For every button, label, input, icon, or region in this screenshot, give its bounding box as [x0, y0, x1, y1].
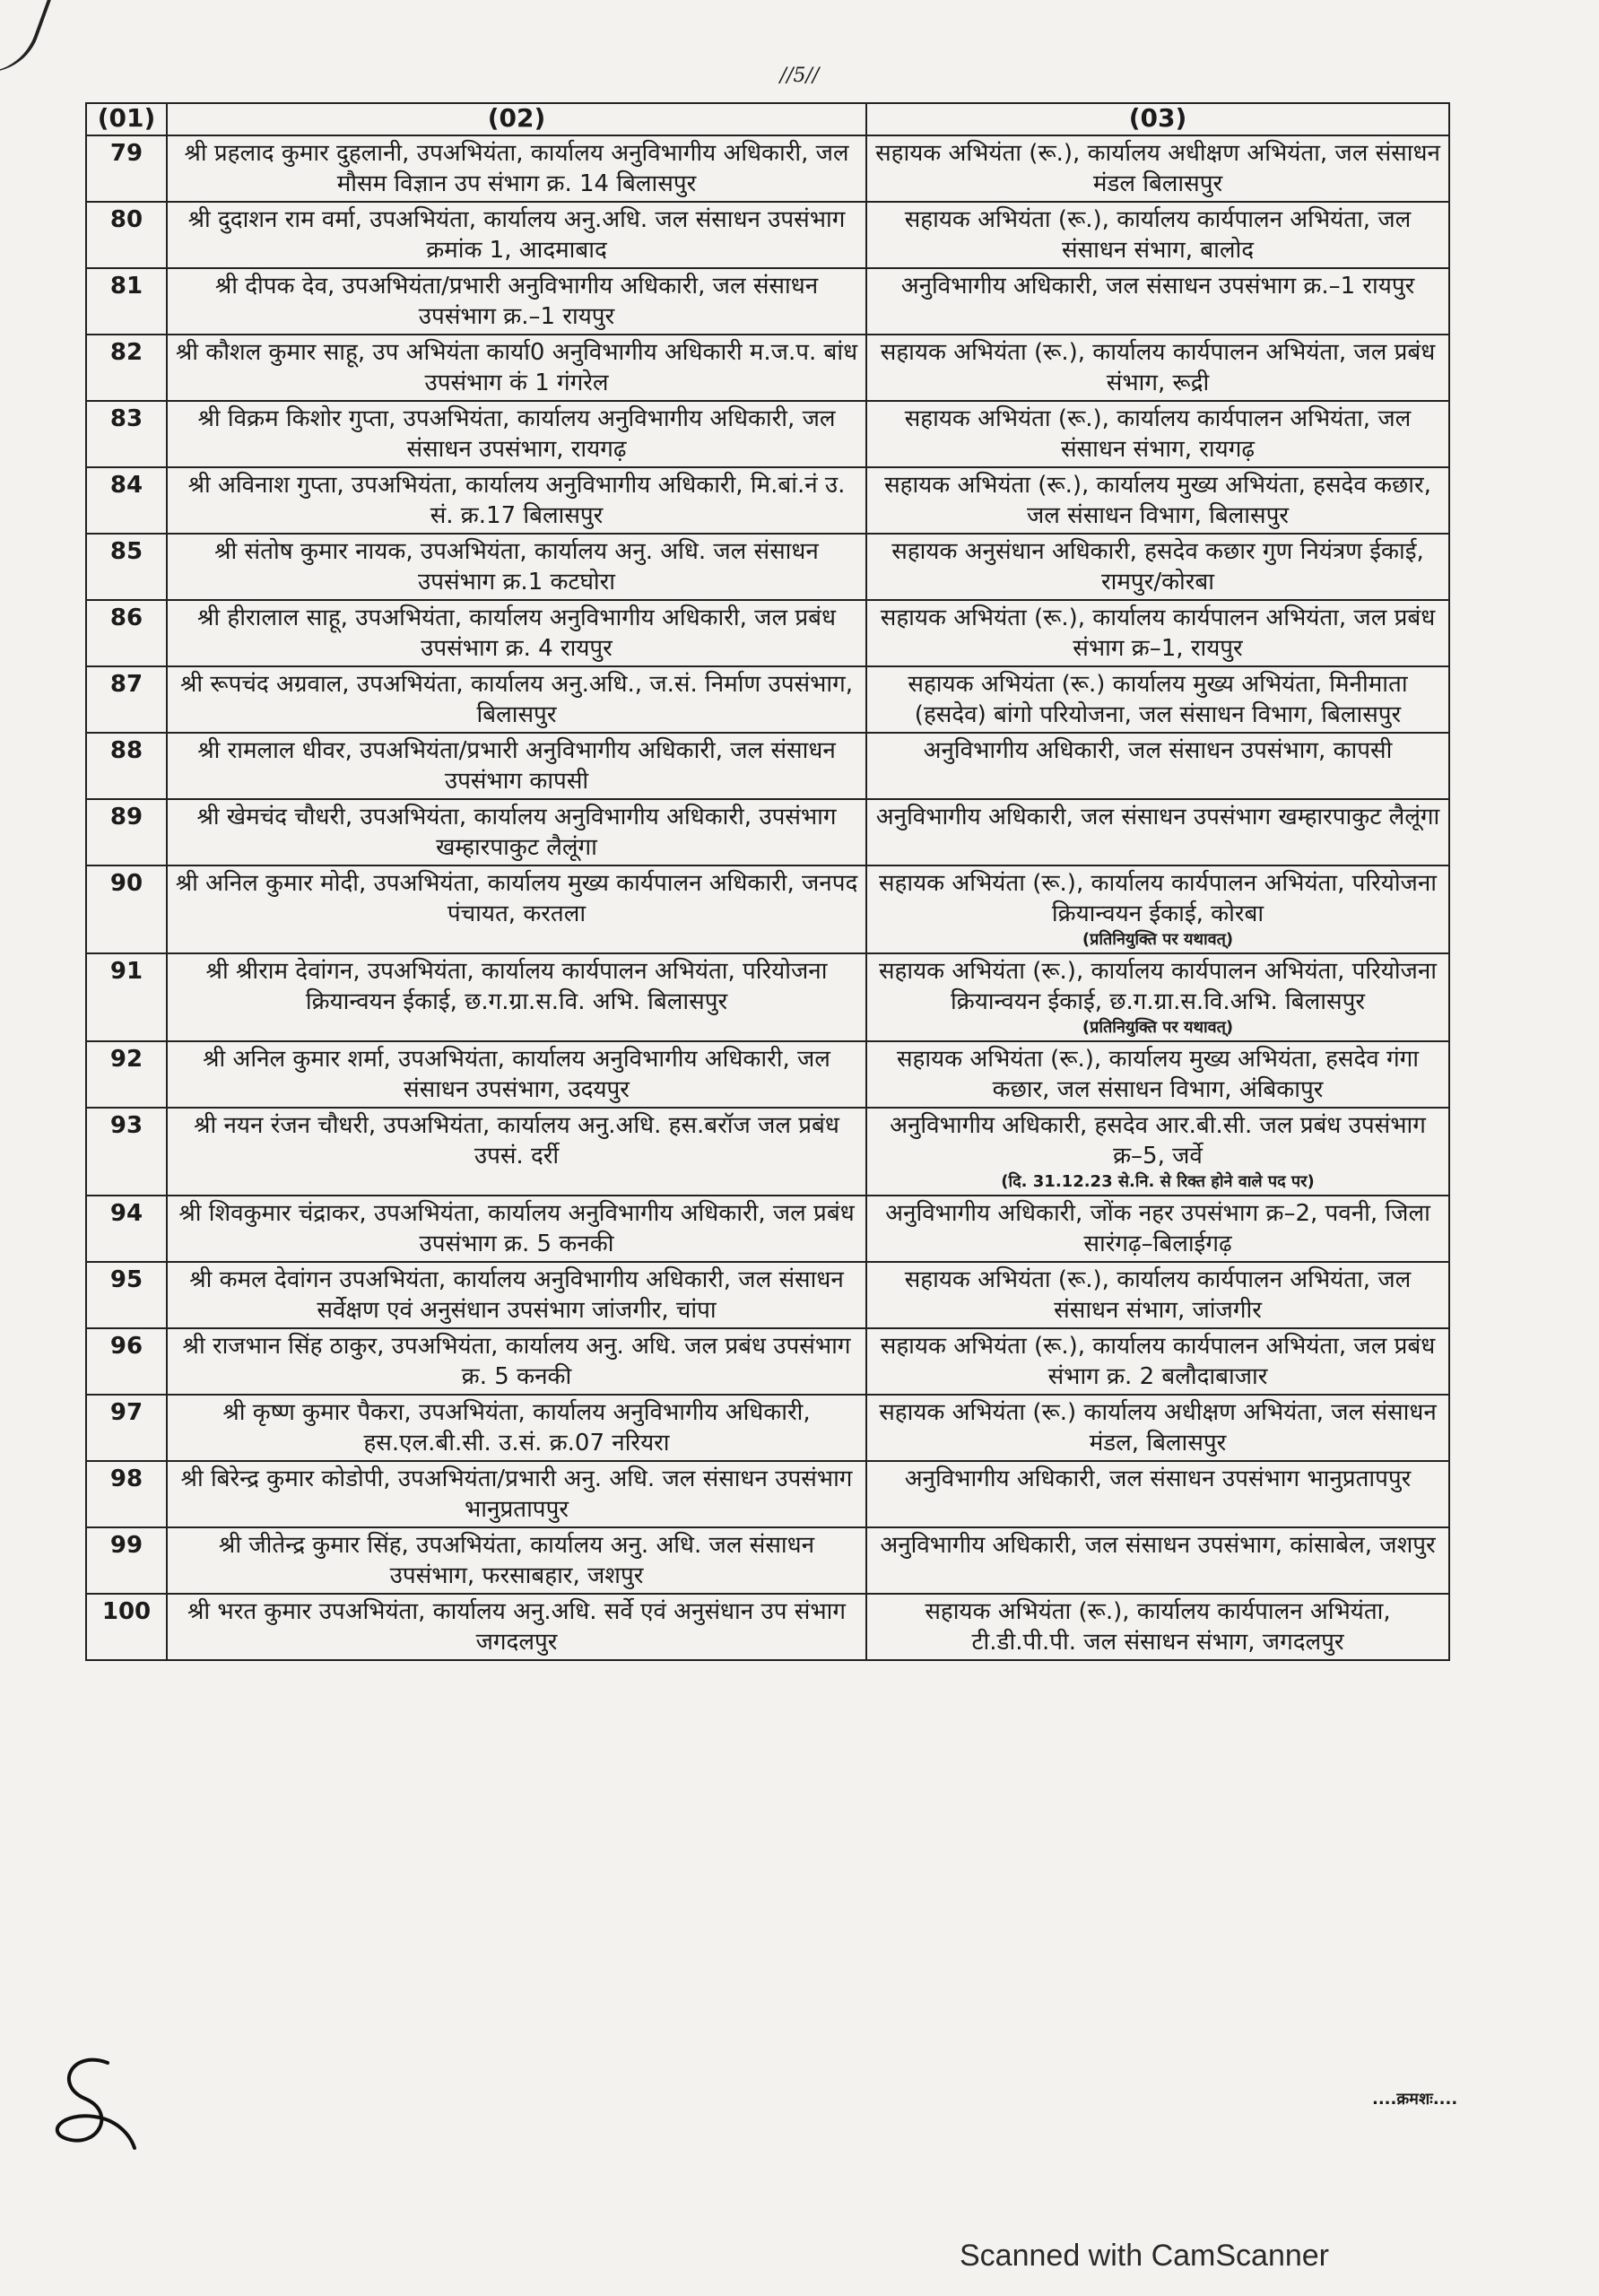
new-post-cell: [866, 268, 1449, 335]
new-post-cell: [866, 865, 1449, 953]
current-post-cell: श्री कमल देवांगन उपअभियंता, कार्यालय अनुविभागीय अधिकारी, जल संसाधन सर्वेक्षण एवं अनुसंधान उपसंभाग जांजगीर, चांपा: [167, 1262, 866, 1328]
new-post-text: सहायक अभियंता (रू.), कार्यालय अधीक्षण अभियंता, जल संसाधन मंडल बिलासपुर: [875, 140, 1440, 197]
new-post-text: अनुविभागीय अधिकारी, जोंक नहर उपसंभाग क्र–2, पवनी, जिला सारंगढ़–बिलाईगढ़: [885, 1200, 1430, 1257]
new-post-cell: [866, 1527, 1449, 1594]
new-post-cell: [866, 1041, 1449, 1108]
current-post-cell: श्री खेमचंद चौधरी, उपअभियंता, कार्यालय अनुविभागीय अधिकारी, उपसंभाग खम्हारपाकुट लैलूंगा: [167, 799, 866, 865]
current-post-cell: श्री अनिल कुमार शर्मा, उपअभियंता, कार्यालय अनुविभागीय अधिकारी, जल संसाधन उपसंभाग, उदयपुर: [167, 1041, 866, 1108]
signature-mark: [45, 2049, 143, 2157]
serial-number: 85: [86, 534, 167, 600]
new-post-cell: [866, 666, 1449, 733]
serial-number: 86: [86, 600, 167, 666]
current-post-cell: श्री रामलाल धीवर, उपअभियंता/प्रभारी अनुविभागीय अधिकारी, जल संसाधन उपसंभाग कापसी: [167, 733, 866, 799]
table-row: [86, 1108, 1449, 1196]
new-post-text: सहायक अभियंता (रू.), कार्यालय कार्यपालन अभियंता, टी.डी.पी.पी. जल संसाधन संभाग, जगदलपुर: [925, 1598, 1391, 1656]
new-post-text: सहायक अभियंता (रू.), कार्यालय मुख्य अभियंता, हसदेव कछार, जल संसाधन विभाग, बिलासपुर: [884, 472, 1431, 529]
new-post-text: अनुविभागीय अधिकारी, जल संसाधन उपसंभाग, कांसाबेल, जशपुर: [880, 1532, 1436, 1559]
new-post-text: सहायक अभियंता (रू.) कार्यालय अधीक्षण अभियंता, जल संसाधन मंडल, बिलासपुर: [879, 1399, 1437, 1457]
serial-number: 80: [86, 202, 167, 268]
serial-number: 79: [86, 135, 167, 202]
page-number: //5//: [779, 65, 820, 87]
current-post-cell: श्री जीतेन्द्र कुमार सिंह, उपअभियंता, कार्यालय अनु. अधि. जल संसाधन उपसंभाग, फरसाबहार, जशपुर: [167, 1527, 866, 1594]
new-post-text: सहायक अभियंता (रू.), कार्यालय कार्यपालन अभियंता, परियोजना क्रियान्वयन ईकाई, छ.ग.ग्रा.स.वि.अभि. बिलासपुर: [878, 958, 1438, 1015]
new-post-text: सहायक अभियंता (रू.) कार्यालय मुख्य अभियंता, मिनीमाता (हसदेव) बांगो परियोजना, जल संसाधन विभाग, बिलासपुर: [908, 671, 1408, 728]
table-row: [86, 600, 1449, 666]
serial-number: 93: [86, 1108, 167, 1196]
table-row: [86, 1594, 1449, 1660]
table-row: [86, 268, 1449, 335]
table-row: [86, 1041, 1449, 1108]
current-post-cell: श्री हीरालाल साहू, उपअभियंता, कार्यालय अनुविभागीय अधिकारी, जल प्रबंध उपसंभाग क्र. 4 रायपुर: [167, 600, 866, 666]
current-post-cell: श्री संतोष कुमार नायक, उपअभियंता, कार्यालय अनु. अधि. जल संसाधन उपसंभाग क्र.1 कटघोरा: [167, 534, 866, 600]
serial-number: 82: [86, 335, 167, 401]
header-serial: (01): [86, 103, 167, 135]
table-row: [86, 467, 1449, 534]
new-post-cell: [866, 799, 1449, 865]
table-row: [86, 1196, 1449, 1262]
table-row: [86, 202, 1449, 268]
current-post-cell: श्री अविनाश गुप्ता, उपअभियंता, कार्यालय अनुविभागीय अधिकारी, मि.बां.नं उ. सं. क्र.17 बिलासपुर: [167, 467, 866, 534]
new-post-text: सहायक अनुसंधान अधिकारी, हसदेव कछार गुण नियंत्रण ईकाई, रामपुर/कोरबा: [891, 538, 1424, 596]
current-post-cell: श्री भरत कुमार उपअभियंता, कार्यालय अनु.अधि. सर्वे एवं अनुसंधान उप संभाग जगदलपुर: [167, 1594, 866, 1660]
table-row: [86, 733, 1449, 799]
current-post-cell: श्री अनिल कुमार मोदी, उपअभियंता, कार्यालय मुख्य कार्यपालन अधिकारी, जनपद पंचायत, करतला: [167, 865, 866, 953]
current-post-cell: श्री प्रहलाद कुमार दुहलानी, उपअभियंता, कार्यालय अनुविभागीय अधिकारी, जल मौसम विज्ञान उप संभाग क्र. 14 बिलासपुर: [167, 135, 866, 202]
table-header-row: [86, 103, 1449, 135]
serial-number: 87: [86, 666, 167, 733]
new-post-text: सहायक अभियंता (रू.), कार्यालय कार्यपालन अभियंता, जल प्रबंध संभाग क्र–1, रायपुर: [880, 604, 1436, 662]
serial-number: 91: [86, 953, 167, 1041]
new-post-cell: [866, 135, 1449, 202]
table-row: [86, 666, 1449, 733]
scanner-watermark: Scanned with CamScanner: [960, 2239, 1330, 2273]
table-row: [86, 534, 1449, 600]
new-post-cell: [866, 401, 1449, 467]
new-post-cell: [866, 1461, 1449, 1527]
table-body: [86, 135, 1449, 1660]
continued-marker: ....क्रमशः....: [1372, 2090, 1458, 2109]
new-post-cell: [866, 202, 1449, 268]
table-row: [86, 135, 1449, 202]
serial-number: 99: [86, 1527, 167, 1594]
table-row: [86, 799, 1449, 865]
serial-number: 95: [86, 1262, 167, 1328]
table-row: [86, 1527, 1449, 1594]
new-post-text: सहायक अभियंता (रू.), कार्यालय कार्यपालन अभियंता, जल प्रबंध संभाग, रूद्री: [880, 339, 1436, 396]
new-post-text: अनुविभागीय अधिकारी, जल संसाधन उपसंभाग क्र.–1 रायपुर: [900, 273, 1415, 300]
serial-number: 98: [86, 1461, 167, 1527]
new-post-cell: [866, 733, 1449, 799]
deputation-note: (प्रतिनियुक्ति पर यथावत्): [1082, 1018, 1234, 1037]
current-post-cell: श्री कृष्ण कुमार पैकरा, उपअभियंता, कार्यालय अनुविभागीय अधिकारी, हस.एल.बी.सी. उ.सं. क्र.07 नरियरा: [167, 1395, 866, 1461]
serial-number: 89: [86, 799, 167, 865]
current-post-cell: श्री कौशल कुमार साहू, उप अभियंता कार्या0 अनुविभागीय अधिकारी म.ज.प. बांध उपसंभाग कं 1 गंगरेल: [167, 335, 866, 401]
new-post-cell: [866, 1108, 1449, 1196]
current-post-cell: श्री रूपचंद अग्रवाल, उपअभियंता, कार्यालय अनु.अधि., ज.सं. निर्माण उपसंभाग, बिलासपुर: [167, 666, 866, 733]
current-post-cell: श्री नयन रंजन चौधरी, उपअभियंता, कार्यालय अनु.अधि. हस.बरॉज जल प्रबंध उपसं. दर्री: [167, 1108, 866, 1196]
serial-number: 96: [86, 1328, 167, 1395]
deputation-note: (प्रतिनियुक्ति पर यथावत्): [1082, 930, 1234, 949]
table-row: [86, 865, 1449, 953]
new-post-cell: [866, 1328, 1449, 1395]
new-post-cell: [866, 467, 1449, 534]
table-row: [86, 953, 1449, 1041]
transfer-table: [85, 102, 1450, 1661]
new-post-text: सहायक अभियंता (रू.), कार्यालय कार्यपालन अभियंता, जल संसाधन संभाग, बालोद: [904, 206, 1412, 264]
new-post-text: अनुविभागीय अधिकारी, जल संसाधन उपसंभाग भानुप्रतापपुर: [904, 1465, 1412, 1492]
current-post-cell: श्री दुदाशन राम वर्मा, उपअभियंता, कार्यालय अनु.अधि. जल संसाधन उपसंभाग क्रमांक 1, आदमाबाद: [167, 202, 866, 268]
serial-number: 90: [86, 865, 167, 953]
new-post-cell: [866, 1196, 1449, 1262]
serial-number: 81: [86, 268, 167, 335]
serial-number: 94: [86, 1196, 167, 1262]
table-row: [86, 401, 1449, 467]
serial-number: 100: [86, 1594, 167, 1660]
new-post-text: अनुविभागीय अधिकारी, जल संसाधन उपसंभाग खम्हारपाकुट लैलूंगा: [875, 804, 1440, 831]
serial-number: 84: [86, 467, 167, 534]
current-post-cell: श्री बिरेन्द्र कुमार कोडोपी, उपअभियंता/प्रभारी अनु. अधि. जल संसाधन उपसंभाग भानुप्रतापपुर: [167, 1461, 866, 1527]
table-row: [86, 1262, 1449, 1328]
serial-number: 97: [86, 1395, 167, 1461]
new-post-text: सहायक अभियंता (रू.), कार्यालय कार्यपालन अभियंता, परियोजना क्रियान्वयन ईकाई, कोरबा: [878, 870, 1438, 927]
new-post-text: अनुविभागीय अधिकारी, हसदेव आर.बी.सी. जल प्रबंध उपसंभाग क्र–5, जर्वे: [890, 1112, 1426, 1170]
deputation-note: (दि. 31.12.23 से.नि. से रिक्त होने वाले पद पर): [1001, 1172, 1315, 1191]
new-post-cell: [866, 1262, 1449, 1328]
serial-number: 83: [86, 401, 167, 467]
new-post-cell: [866, 534, 1449, 600]
new-post-text: अनुविभागीय अधिकारी, जल संसाधन उपसंभाग, कापसी: [923, 737, 1393, 764]
new-post-cell: [866, 1395, 1449, 1461]
header-name-current-post: (02): [167, 103, 866, 135]
new-post-cell: [866, 335, 1449, 401]
current-post-cell: श्री विक्रम किशोर गुप्ता, उपअभियंता, कार्यालय अनुविभागीय अधिकारी, जल संसाधन उपसंभाग, रायगढ़: [167, 401, 866, 467]
new-post-cell: [866, 600, 1449, 666]
header-new-post: (03): [866, 103, 1449, 135]
new-post-cell: [866, 953, 1449, 1041]
table-row: [86, 335, 1449, 401]
new-post-cell: [866, 1594, 1449, 1660]
serial-number: 92: [86, 1041, 167, 1108]
table-row: [86, 1328, 1449, 1395]
current-post-cell: श्री दीपक देव, उपअभियंता/प्रभारी अनुविभागीय अधिकारी, जल संसाधन उपसंभाग क्र.–1 रायपुर: [167, 268, 866, 335]
new-post-text: सहायक अभियंता (रू.), कार्यालय कार्यपालन अभियंता, जल प्रबंध संभाग क्र. 2 बलौदाबाजार: [880, 1333, 1436, 1390]
new-post-text: सहायक अभियंता (रू.), कार्यालय कार्यपालन अभियंता, जल संसाधन संभाग, रायगढ़: [904, 405, 1412, 463]
current-post-cell: श्री शिवकुमार चंद्राकर, उपअभियंता, कार्यालय अनुविभागीय अधिकारी, जल प्रबंध उपसंभाग क्र. 5 कनकी: [167, 1196, 866, 1262]
current-post-cell: श्री राजभान सिंह ठाकुर, उपअभियंता, कार्यालय अनु. अधि. जल प्रबंध उपसंभाग क्र. 5 कनकी: [167, 1328, 866, 1395]
new-post-text: सहायक अभियंता (रू.), कार्यालय मुख्य अभियंता, हसदेव गंगा कछार, जल संसाधन विभाग, अंबिकापुर: [896, 1046, 1420, 1103]
table-row: [86, 1461, 1449, 1527]
current-post-cell: श्री श्रीराम देवांगन, उपअभियंता, कार्यालय कार्यपालन अभियंता, परियोजना क्रियान्वयन ईकाई, छ.ग.ग्रा.स.वि. अभि. बिलासपुर: [167, 953, 866, 1041]
serial-number: 88: [86, 733, 167, 799]
table-row: [86, 1395, 1449, 1461]
new-post-text: सहायक अभियंता (रू.), कार्यालय कार्यपालन अभियंता, जल संसाधन संभाग, जांजगीर: [904, 1266, 1412, 1324]
